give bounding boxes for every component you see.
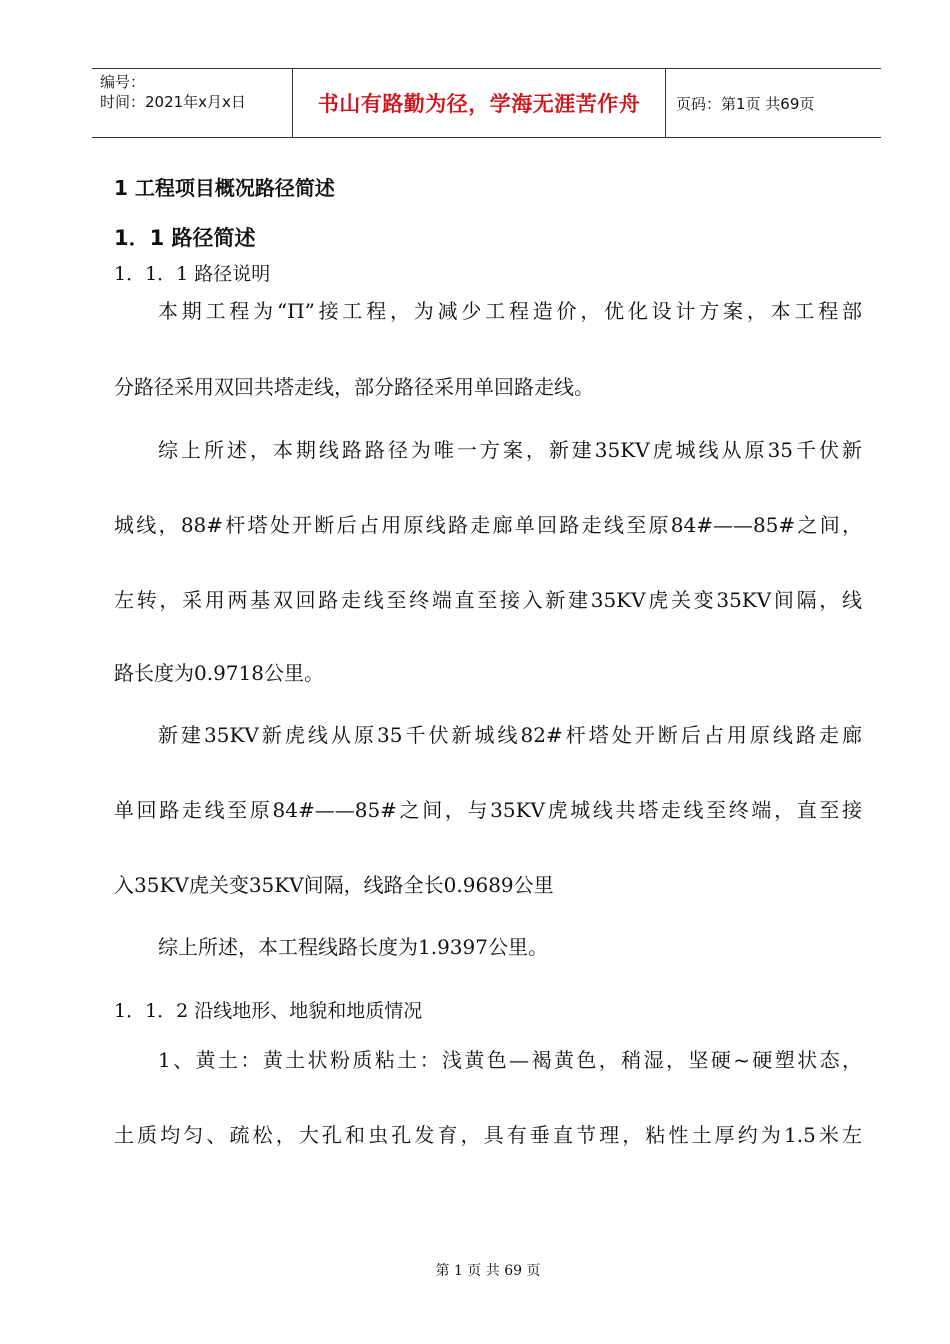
page-header-table — [92, 68, 881, 138]
paragraph-line: 左转，采用两基双回路走线至终端直至接入新建35KV虎关变35KV间隔，线 — [114, 588, 862, 612]
paragraph-line: 新建35KV新虎线从原35千伏新城线82#杆塔处开断后占用原线路走廊 — [158, 723, 862, 747]
paragraph-line: 综上所述，本工程线路长度为1.9397公里。 — [158, 935, 548, 959]
header-meta-cell — [92, 69, 293, 137]
heading-level-3-route: 1．1．1 路径说明 — [114, 263, 271, 285]
serial-label: 编号： — [100, 73, 146, 91]
heading-level-3-terrain: 1．1．2 沿线地形、地貌和地质情况 — [114, 1000, 423, 1022]
header-page-info: 页码：第1页 共69页 — [676, 94, 815, 113]
paragraph-line: 入35KV虎关变35KV间隔，线路全长0.9689公里 — [114, 873, 554, 897]
heading-level-2: 1．1 路径简述 — [114, 226, 256, 250]
paragraph-line: 城线，88#杆塔处开断后占用原线路走廊单回路走线至原84#——85#之间， — [114, 513, 862, 537]
paragraph-line: 路长度为0.9718公里。 — [114, 661, 324, 685]
header-motto: 书山有路勤为径，学海无涯苦作舟 — [293, 69, 666, 137]
paragraph-line: 单回路走线至原84#——85#之间，与35KV虎城线共塔走线至终端，直至接 — [114, 798, 862, 822]
paragraph-line: 本期工程为“Π”接工程，为减少工程造价，优化设计方案，本工程部 — [158, 299, 862, 323]
page-footer: 第 1 页 共 69 页 — [435, 1263, 541, 1279]
heading-level-1: 1 工程项目概况路径简述 — [114, 176, 335, 200]
time-label: 时间：2021年x月x日 — [100, 93, 246, 111]
paragraph-line: 1、黄土：黄土状粉质粘土：浅黄色—褐黄色，稍湿，坚硬~硬塑状态， — [158, 1048, 862, 1072]
paragraph-line: 分路径采用双回共塔走线，部分路径采用单回路走线。 — [114, 375, 594, 399]
paragraph-line: 综上所述，本期线路路径为唯一方案，新建35KV虎城线从原35千伏新 — [158, 438, 862, 462]
paragraph-line: 土质均匀、疏松，大孔和虫孔发育，具有垂直节理，粘性土厚约为1.5米左 — [114, 1123, 862, 1147]
